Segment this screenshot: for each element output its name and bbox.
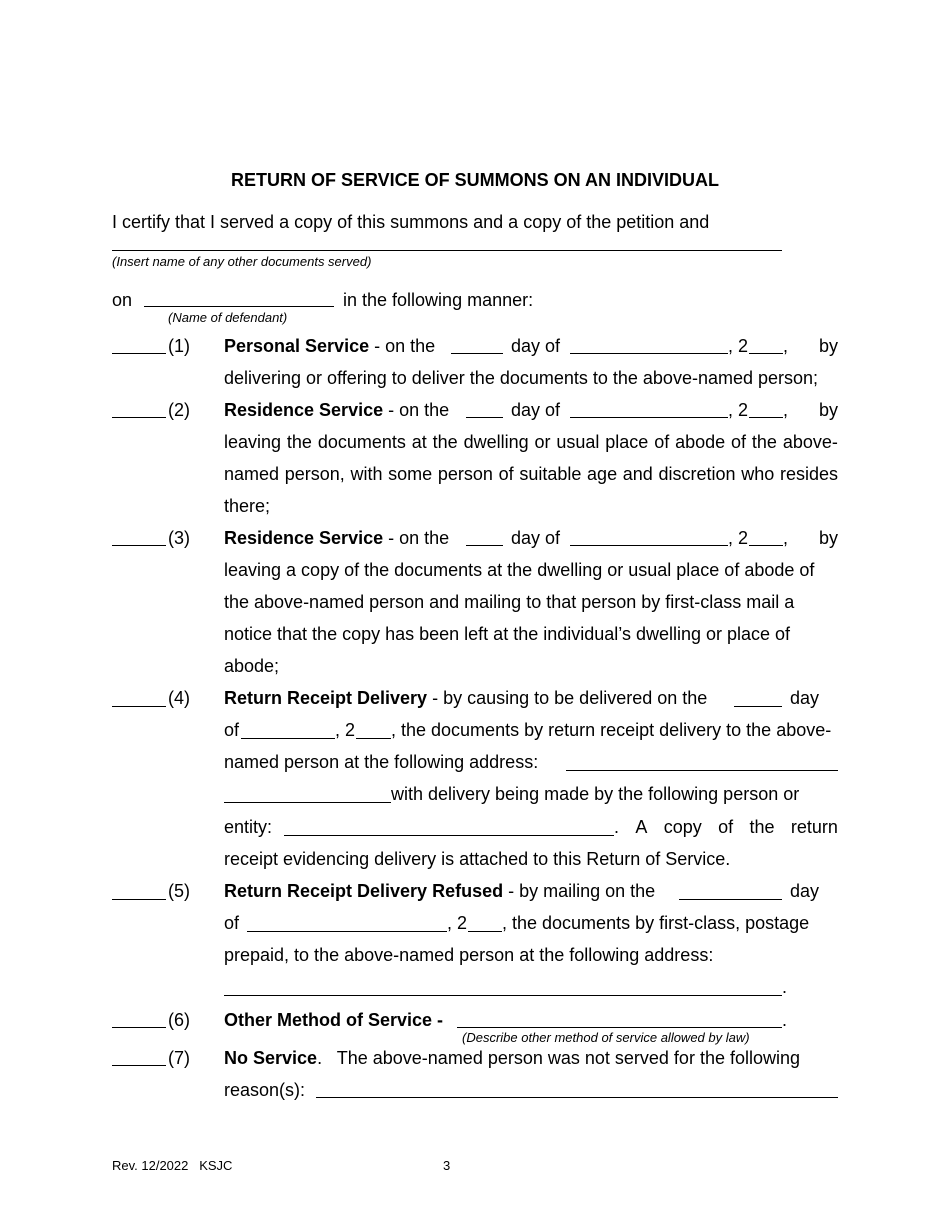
item3-day-line[interactable]: [466, 545, 503, 546]
item4-copy-text: [614, 817, 838, 838]
word: of: [731, 432, 747, 452]
item2-comma: ,: [783, 400, 789, 420]
word: copy: [663, 817, 702, 837]
word: age: [587, 464, 618, 484]
word: above-: [782, 432, 838, 452]
word: .: [614, 817, 620, 837]
item2-line: [224, 464, 838, 485]
item5-check-line[interactable]: [112, 899, 166, 900]
item3-line: leaving a copy of the documents at the dwelling or usual place of abode of: [224, 560, 815, 580]
item1-check-line[interactable]: [112, 353, 166, 354]
defendant-name-line[interactable]: [144, 306, 334, 307]
footer-revision: Rev. 12/2022 KSJC: [112, 1158, 233, 1173]
item3-comma: ,: [783, 528, 789, 548]
item4-heading: Return Receipt Delivery - by causing to be delivered on the: [224, 688, 708, 708]
item4-day-line[interactable]: [734, 706, 782, 707]
item4-number: (4): [168, 688, 190, 708]
item3-year-line[interactable]: [749, 545, 783, 546]
word: and: [622, 464, 653, 484]
item5-day-line[interactable]: [679, 899, 782, 900]
word: with: [350, 464, 383, 484]
item3-heading: Residence Service - on the: [224, 528, 450, 548]
item1-day-of: day of: [511, 336, 561, 356]
item1-heading: Personal Service - on the: [224, 336, 436, 356]
item3-number: (3): [168, 528, 190, 548]
item3-line: abode;: [224, 656, 280, 676]
word: named: [224, 464, 280, 484]
item1-by: by: [819, 336, 839, 356]
item6-heading: Other Method of Service -: [224, 1010, 444, 1030]
word: leaving: [224, 432, 282, 452]
word: some: [388, 464, 433, 484]
word: of: [718, 817, 734, 837]
documents-caption: (Insert name of any other documents served): [112, 254, 372, 269]
item2-year-line[interactable]: [749, 417, 783, 418]
item2-line: [224, 432, 838, 453]
word: of: [654, 432, 670, 452]
item3-line: the above-named person and mailing to that person by first-class mail a: [224, 592, 795, 612]
word: dwelling: [463, 432, 529, 452]
word: A: [635, 817, 648, 837]
item4-line6: receipt evidencing delivery is attached to this Return of Service.: [224, 849, 731, 869]
item3-by: by: [819, 528, 839, 548]
item5-year-line[interactable]: [468, 931, 502, 932]
item3-line: notice that the copy has been left at the individual’s dwelling or place of: [224, 624, 791, 644]
item1-line: delivering or offering to deliver the documents to the above-named person;: [224, 368, 819, 388]
word: abode: [675, 432, 726, 452]
word: usual: [556, 432, 600, 452]
item5-year-prefix: , 2: [447, 913, 468, 933]
word: discretion: [658, 464, 736, 484]
item5-period: .: [782, 977, 788, 997]
defendant-caption: (Name of defendant): [168, 310, 288, 325]
item1-number: (1): [168, 336, 190, 356]
item4-entity-line[interactable]: [284, 835, 614, 836]
item1-day-line[interactable]: [451, 353, 503, 354]
word: who: [741, 464, 775, 484]
item2-line: there;: [224, 496, 271, 516]
item4-entity-label: entity:: [224, 817, 273, 837]
intro-text: I certify that I served a copy of this summons and a copy of the petition and: [112, 212, 710, 232]
item4-address-label: named person at the following address:: [224, 752, 539, 772]
item2-day-line[interactable]: [466, 417, 503, 418]
word: the: [432, 432, 458, 452]
item1-month-line[interactable]: [570, 353, 728, 354]
item4-address-line-2[interactable]: [224, 802, 391, 803]
page-number: 3: [443, 1158, 451, 1173]
manner-text: in the following manner:: [343, 290, 534, 310]
item4-address-line[interactable]: [566, 770, 838, 771]
word: place: [605, 432, 649, 452]
item5-day: day: [790, 881, 820, 901]
item2-number: (2): [168, 400, 190, 420]
page-title: RETURN OF SERVICE OF SUMMONS ON AN INDIVIDUAL: [230, 170, 720, 190]
item3-check-line[interactable]: [112, 545, 166, 546]
item2-heading: Residence Service - on the: [224, 400, 450, 420]
word: resides: [779, 464, 838, 484]
item6-period: .: [782, 1010, 788, 1030]
word: the: [286, 432, 312, 452]
item2-year-prefix: , 2: [728, 400, 749, 420]
item1-year-line[interactable]: [749, 353, 783, 354]
word: suitable: [519, 464, 582, 484]
item2-by: by: [819, 400, 839, 420]
item6-check-line[interactable]: [112, 1027, 166, 1028]
item4-month-line[interactable]: [241, 738, 335, 739]
item5-address-label: prepaid, to the above-named person at the following address:: [224, 945, 714, 965]
item4-line4-rest: with delivery being made by the following person or: [391, 784, 800, 804]
item2-check-line[interactable]: [112, 417, 166, 418]
word: person: [437, 464, 493, 484]
item4-of: of: [224, 720, 240, 740]
item5-of: of: [224, 913, 240, 933]
item3-day-of: day of: [511, 528, 561, 548]
item7-reason-line[interactable]: [316, 1097, 838, 1098]
item4-year-prefix: , 2: [335, 720, 356, 740]
item5-number: (5): [168, 881, 190, 901]
item1-comma: ,: [783, 336, 789, 356]
word: the: [749, 817, 775, 837]
item5-line2-rest: , the documents by first-class, postage: [502, 913, 810, 933]
word: or: [534, 432, 551, 452]
item6-number: (6): [168, 1010, 190, 1030]
word: person,: [284, 464, 345, 484]
item7-number: (7): [168, 1048, 190, 1068]
item6-caption: (Describe other method of service allowed by law): [462, 1030, 750, 1045]
documents-served-line[interactable]: [112, 250, 782, 251]
item5-month-line[interactable]: [247, 931, 447, 932]
item4-line2-rest: , the documents by return receipt delivery to the above-: [391, 720, 832, 740]
item4-day: day: [790, 688, 820, 708]
item1-year-prefix: , 2: [728, 336, 749, 356]
item2-day-of: day of: [511, 400, 561, 420]
item5-heading: Return Receipt Delivery Refused - by mailing on the: [224, 881, 656, 901]
item3-month-line[interactable]: [570, 545, 728, 546]
item5-address-line[interactable]: [224, 995, 782, 996]
word: return: [790, 817, 838, 837]
item7-check-line[interactable]: [112, 1065, 166, 1066]
item3-year-prefix: , 2: [728, 528, 749, 548]
word: of: [498, 464, 514, 484]
item4-year-line[interactable]: [356, 738, 391, 739]
item4-check-line[interactable]: [112, 706, 166, 707]
on-word: on: [112, 290, 133, 310]
item2-month-line[interactable]: [570, 417, 728, 418]
item6-method-line[interactable]: [457, 1027, 782, 1028]
word: documents: [317, 432, 406, 452]
item7-heading: No Service. The above-named person was not served for the following: [224, 1048, 801, 1068]
item7-reason-label: reason(s):: [224, 1080, 306, 1100]
word: the: [751, 432, 777, 452]
word: at: [411, 432, 427, 452]
